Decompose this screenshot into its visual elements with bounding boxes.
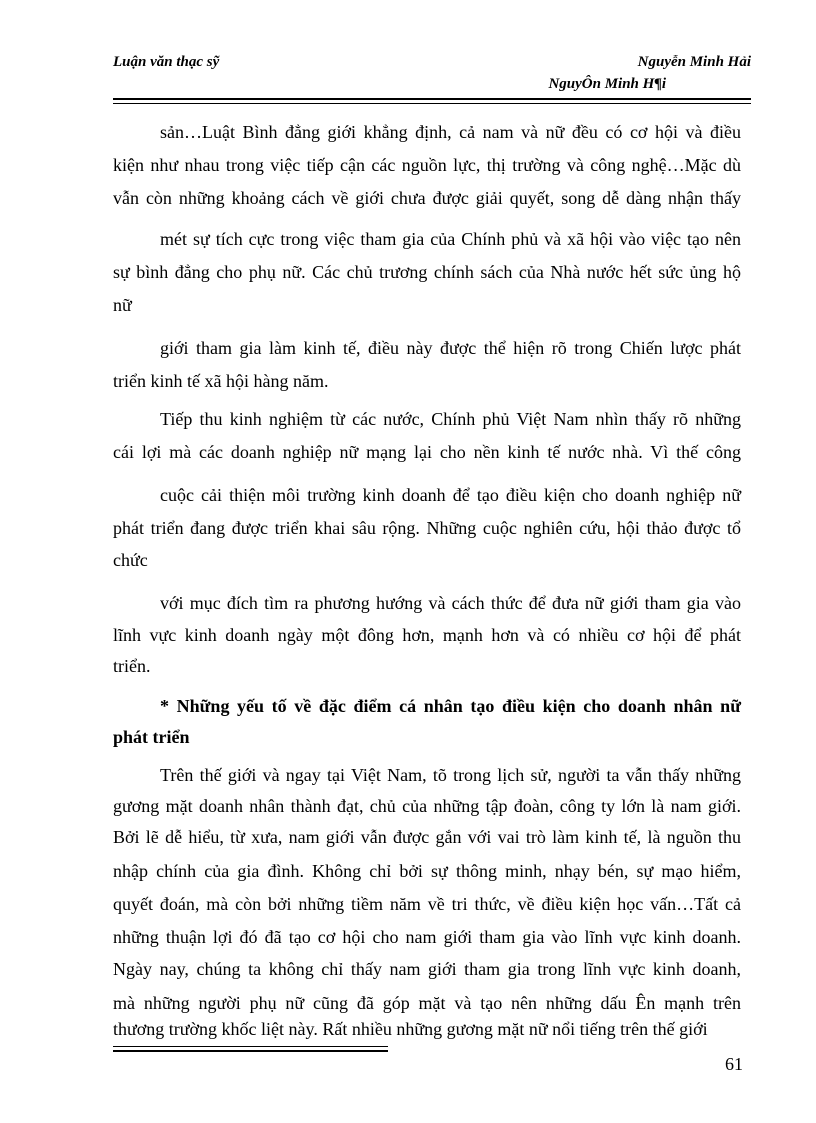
body-line: Ngày nay, chúng ta không chỉ thấy nam giới tham gia trong lĩnh vực kinh doanh,: [113, 959, 741, 979]
body-line: cái lợi mà các doanh nghiệp nữ mạng lại cho nền kinh tế nước nhà. Vì thế công: [113, 442, 741, 462]
body-line: mà những người phụ nữ cũng đã góp mặt và tạo nên những dấu Ên mạnh trên: [113, 993, 741, 1013]
body-line: mét sự tích cực trong việc tham gia của Chính phủ và xã hội vào việc tạo nên: [160, 229, 741, 249]
header-thesis-label: Luận văn thạc sỹ: [113, 54, 220, 70]
header-author-name: Nguyễn Minh Hải: [637, 54, 751, 70]
header-rule: [113, 98, 751, 100]
footer-rule: [113, 1046, 388, 1047]
body-line: Bởi lẽ dễ hiểu, từ xưa, nam giới vẫn được gắn với vai trò làm kinh tế, là nguồn thu: [113, 827, 741, 847]
body-line: sản…Luật Bình đẳng giới khẳng định, cả nam và nữ đều có cơ hội và điều: [160, 122, 741, 142]
body-line: phát triển đang được triển khai sâu rộng. Những cuộc nghiên cứu, hội thảo được tổ: [113, 518, 741, 538]
body-line: chức: [113, 550, 148, 570]
body-line: nữ: [113, 295, 132, 315]
body-line: cuộc cải thiện môi trường kinh doanh để tạo điều kiện cho doanh nghiệp nữ: [160, 485, 741, 505]
body-line: triển.: [113, 656, 151, 676]
header-author-name-garbled: NguyÔn Minh H¶i: [548, 76, 666, 92]
body-line: gương mặt doanh nhân thành đạt, chủ của những tập đoàn, công ty lớn là nam giới.: [113, 796, 741, 816]
body-line: Tiếp thu kinh nghiệm từ các nước, Chính phủ Việt Nam nhìn thấy rõ những: [160, 409, 741, 429]
section-heading-cont: phát triển: [113, 727, 190, 747]
body-line: thương trường khốc liệt này. Rất nhiều những gương mặt nữ nổi tiếng trên thế giới: [113, 1019, 708, 1039]
section-heading: * Những yếu tố về đặc điểm cá nhân tạo điều kiện cho doanh nhân nữ: [160, 696, 741, 716]
body-line: quyết đoán, mà còn bởi những tiềm năm về tri thức, về điều kiện học vấn…Tất cả: [113, 894, 741, 914]
body-line: vẫn còn những khoảng cách về giới chưa được giải quyết, song dễ dàng nhận thấy: [113, 188, 741, 208]
body-line: triển kinh tế xã hội hàng năm.: [113, 371, 329, 391]
page-number: 61: [725, 1054, 743, 1074]
body-line: lĩnh vực kinh doanh ngày một đông hơn, mạnh hơn và có nhiều cơ hội để phát: [113, 625, 741, 645]
body-line: những thuận lợi đó đã tạo cơ hội cho nam giới tham gia vào lĩnh vực kinh doanh.: [113, 927, 741, 947]
body-line: kiện như nhau trong việc tiếp cận các nguồn lực, thị trường và công nghệ…Mặc dù: [113, 155, 741, 175]
body-line: giới tham gia làm kinh tế, điều này được thể hiện rõ trong Chiến lược phát: [160, 338, 741, 358]
header-rule-thin: [113, 103, 751, 104]
body-line: với mục đích tìm ra phương hướng và cách thức để đưa nữ giới tham gia vào: [160, 593, 741, 613]
body-line: sự bình đẳng cho phụ nữ. Các chủ trương chính sách của Nhà nước hết sức ủng hộ: [113, 262, 741, 282]
body-line: Trên thế giới và ngay tại Việt Nam, tõ trong lịch sử, người ta vẫn thấy những: [160, 765, 741, 785]
body-line: nhập chính của gia đình. Không chỉ bởi sự thông minh, nhạy bén, sự mạo hiểm,: [113, 861, 741, 881]
footer-rule-thick: [113, 1050, 388, 1052]
